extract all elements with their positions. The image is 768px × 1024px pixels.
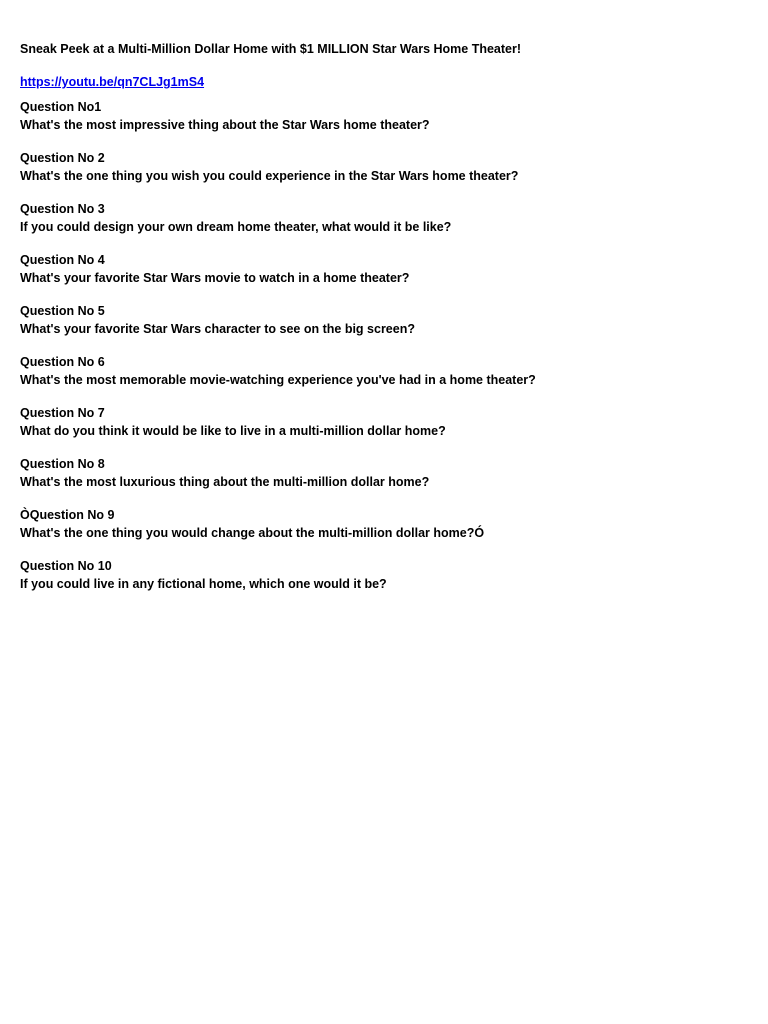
- question-list: [20, 99, 748, 593]
- question-item-2: [20, 150, 748, 185]
- question-label: ÒQuestion No 9: [20, 508, 115, 522]
- question-item-10: [20, 558, 748, 593]
- question-label: Question No 8: [20, 457, 105, 471]
- question-text: What's the most impressive thing about the Star Wars home theater?: [20, 117, 430, 132]
- question-text: If you could design your own dream home theater, what would it be like?: [20, 219, 452, 234]
- question-label: Question No 6: [20, 355, 105, 369]
- question-item-9: [20, 507, 748, 542]
- question-label: Question No 2: [20, 151, 105, 165]
- question-text: What's your favorite Star Wars character to see on the big screen?: [20, 321, 415, 336]
- document-page: [20, 40, 748, 593]
- question-text: What do you think it would be like to live in a multi-million dollar home?: [20, 423, 446, 438]
- question-item-6: [20, 354, 748, 389]
- question-label: Question No 7: [20, 406, 105, 420]
- question-item-5: [20, 303, 748, 338]
- question-text: What's the most luxurious thing about the multi-million dollar home?: [20, 474, 430, 489]
- question-label: Question No 3: [20, 202, 105, 216]
- question-label: Question No 5: [20, 304, 105, 318]
- document-title: Sneak Peek at a Multi-Million Dollar Home with $1 MILLION Star Wars Home Theater!: [20, 42, 522, 56]
- question-text: What's the one thing you would change about the multi-million dollar home?Ó: [20, 525, 485, 540]
- question-text: What's your favorite Star Wars movie to watch in a home theater?: [20, 270, 410, 285]
- question-text: What's the one thing you wish you could experience in the Star Wars home theater?: [20, 168, 519, 183]
- question-item-1: [20, 99, 748, 134]
- question-item-3: [20, 201, 748, 236]
- question-item-8: [20, 456, 748, 491]
- question-label: Question No 10: [20, 559, 112, 573]
- question-text: If you could live in any fictional home, which one would it be?: [20, 576, 387, 591]
- question-item-7: [20, 405, 748, 440]
- question-item-4: [20, 252, 748, 287]
- question-label: Question No 4: [20, 253, 105, 267]
- video-link[interactable]: https://youtu.be/qn7CLJg1mS4: [20, 75, 205, 89]
- question-label: Question No1: [20, 100, 102, 114]
- question-text: What's the most memorable movie-watching experience you've had in a home theater?: [20, 372, 536, 387]
